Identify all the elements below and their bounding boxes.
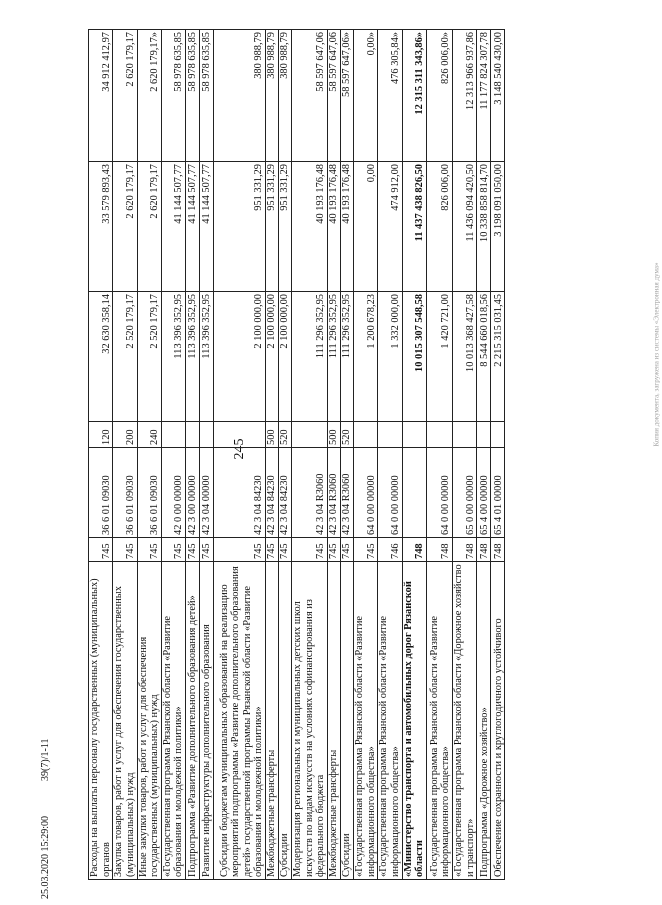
row-csr: 65 0 00 00000 — [452, 448, 476, 538]
table-row — [214, 30, 266, 880]
row-ved: 745 — [137, 538, 161, 562]
row-vr — [426, 422, 452, 448]
row-value-2021: 474 912,00 — [378, 162, 402, 292]
row-csr: 42 3 04 R3060 — [341, 448, 354, 538]
row-vr — [161, 422, 185, 448]
row-value-2021: 951 331,29 — [279, 162, 292, 292]
row-csr: 42 0 00 00000 — [161, 448, 185, 538]
row-vr — [491, 422, 505, 448]
row-value-2021: 40 193 176,48 — [292, 162, 328, 292]
row-csr: 42 3 04 84230 — [266, 448, 279, 538]
row-ved: 748 — [491, 538, 505, 562]
table-row — [113, 30, 137, 880]
row-value-2021: 41 144 507,77 — [161, 162, 185, 292]
row-name: Расходы на выплаты персоналу государственных (муниципальных) органов — [89, 562, 113, 880]
row-csr: 64 0 00 00000 — [378, 448, 402, 538]
row-vr: 120 — [89, 422, 113, 448]
row-csr: 36 6 01 09030 — [137, 448, 161, 538]
row-value-2020: 2 100 000,00 — [279, 292, 292, 422]
row-value-2021: 826 006,00 — [426, 162, 452, 292]
row-value-2022: 380 988,79 — [266, 30, 279, 162]
row-value-2022: 476 305,84» — [378, 30, 402, 162]
row-vr — [402, 422, 426, 448]
row-ved: 748 — [426, 538, 452, 562]
row-value-2022: 11 177 824 307,78 — [477, 30, 491, 162]
row-ved: 746 — [378, 538, 402, 562]
table-row — [354, 30, 378, 880]
row-ved: 748 — [402, 538, 426, 562]
row-value-2020: 113 396 352,95 — [161, 292, 185, 422]
row-value-2021: 3 198 091 050,00 — [491, 162, 505, 292]
footer-doc-code: 39(7)/1-11 — [40, 738, 51, 781]
table-row — [137, 30, 161, 880]
row-vr — [378, 422, 402, 448]
table-row — [491, 30, 505, 880]
row-value-2022: 58 978 635,85 — [200, 30, 214, 162]
row-value-2020: 10 015 307 548,58 — [402, 292, 426, 422]
row-name: Субсидии — [341, 562, 354, 880]
row-name: Межбюджетные трансферты — [266, 562, 279, 880]
row-value-2020: 113 396 352,95 — [186, 292, 200, 422]
row-csr: 36 6 01 09030 — [113, 448, 137, 538]
row-value-2022: 58 597 647,06» — [341, 30, 354, 162]
row-name: Подпрограмма «Развитие дополнительного образования детей» — [186, 562, 200, 880]
row-csr: 36 6 01 09030 — [89, 448, 113, 538]
row-value-2020: 2 215 315 031,45 — [491, 292, 505, 422]
row-ved: 745 — [161, 538, 185, 562]
row-name: Обеспечение сохранности и круглогодичного устойчивого — [491, 562, 505, 880]
row-ved: 745 — [292, 538, 328, 562]
table-row — [452, 30, 476, 880]
footer-timestamp: 25.03.2020 15:29:00 — [40, 815, 51, 899]
table-row — [161, 30, 185, 880]
table-row — [266, 30, 279, 880]
table-row — [341, 30, 354, 880]
row-value-2020: 8 544 660 018,56 — [477, 292, 491, 422]
table-row — [378, 30, 402, 880]
row-name: Субсидии бюджетам муниципальных образований на реализацию мероприятий подпрограммы «Развитие дополнительного образования детей» государственной программы Рязанской области «Развитие образования и молодежной политики» — [214, 562, 266, 880]
stamp: Копия документа, загружена из системы «Электронная дума» — [652, 262, 661, 447]
table-row — [328, 30, 341, 880]
row-csr: 42 3 04 84230 — [214, 448, 266, 538]
table-row — [477, 30, 491, 880]
row-name: Закупка товаров, работ и услуг для обеспечения государственных (муниципальных) нужд — [113, 562, 137, 880]
row-ved: 745 — [113, 538, 137, 562]
row-vr: 500 — [328, 422, 341, 448]
row-name: «Государственная программа Рязанской области «Дорожное хозяйство и транспорт» — [452, 562, 476, 880]
row-value-2022: 58 597 647,06 — [328, 30, 341, 162]
row-vr — [477, 422, 491, 448]
row-name: Модернизация региональных и муниципальных детских школ искусств по видам искусств на условиях софинансирования из федерального бюджета — [292, 562, 328, 880]
row-value-2021: 11 436 094 420,50 — [452, 162, 476, 292]
table-row — [186, 30, 200, 880]
row-value-2020: 1 332 000,00 — [378, 292, 402, 422]
row-csr: 65 4 00 00000 — [477, 448, 491, 538]
row-value-2020: 111 296 352,95 — [341, 292, 354, 422]
row-csr: 64 0 00 00000 — [426, 448, 452, 538]
row-vr — [200, 422, 214, 448]
row-vr — [186, 422, 200, 448]
row-value-2022: 380 988,79 — [279, 30, 292, 162]
row-vr: 240 — [137, 422, 161, 448]
row-vr: 500 — [266, 422, 279, 448]
row-value-2020: 10 013 368 427,58 — [452, 292, 476, 422]
row-name: Подпрограмма «Дорожное хозяйство» — [477, 562, 491, 880]
row-vr — [452, 422, 476, 448]
row-ved: 745 — [200, 538, 214, 562]
row-csr: 65 4 01 00000 — [491, 448, 505, 538]
row-value-2020: 2 100 000,00 — [266, 292, 279, 422]
row-value-2021: 41 144 507,77 — [186, 162, 200, 292]
row-csr: 42 3 04 R3060 — [328, 448, 341, 538]
row-value-2021: 40 193 176,48 — [341, 162, 354, 292]
row-value-2020: 1 420 721,00 — [426, 292, 452, 422]
row-value-2020: 111 296 352,95 — [328, 292, 341, 422]
table-row — [89, 30, 113, 880]
budget-table — [88, 29, 505, 880]
row-value-2021: 0,00 — [354, 162, 378, 292]
row-name: «Государственная программа Рязанской области «Развитие информационного общества» — [426, 562, 452, 880]
row-ved: 745 — [89, 538, 113, 562]
row-name: «Государственная программа Рязанской области «Развитие образования и молодежной политики» — [161, 562, 185, 880]
row-name: Развитие инфраструктуры дополнительного образования — [200, 562, 214, 880]
row-value-2021: 10 338 858 814,70 — [477, 162, 491, 292]
row-ved: 745 — [341, 538, 354, 562]
row-value-2020: 113 396 352,95 — [200, 292, 214, 422]
row-value-2022: 34 912 412,97 — [89, 30, 113, 162]
budget-table-rotated — [88, 30, 628, 880]
row-value-2020: 111 296 352,95 — [292, 292, 328, 422]
table-row — [426, 30, 452, 880]
row-vr — [214, 422, 266, 448]
row-value-2021: 2 620 179,17 — [113, 162, 137, 292]
row-value-2020: 2 520 179,17 — [113, 292, 137, 422]
row-name: «Государственная программа Рязанской области «Развитие информационного общества» — [378, 562, 402, 880]
row-value-2022: 3 148 540 430,00 — [491, 30, 505, 162]
row-value-2022: 2 620 179,17» — [137, 30, 161, 162]
table-body — [89, 30, 505, 880]
row-csr: 42 3 04 R3060 — [292, 448, 328, 538]
row-value-2021: 11 437 438 826,50 — [402, 162, 426, 292]
page-number: 245 — [232, 438, 247, 460]
row-value-2022: 58 597 647,06 — [292, 30, 328, 162]
row-vr — [292, 422, 328, 448]
row-vr: 200 — [113, 422, 137, 448]
row-value-2021: 41 144 507,77 — [200, 162, 214, 292]
row-ved: 748 — [452, 538, 476, 562]
row-value-2021: 33 579 893,43 — [89, 162, 113, 292]
row-name: Субсидии — [279, 562, 292, 880]
row-name: Иные закупки товаров, работ и услуг для обеспечения государственных (муниципальных) нужд — [137, 562, 161, 880]
row-vr — [354, 422, 378, 448]
row-value-2020: 1 200 678,23 — [354, 292, 378, 422]
table-row — [279, 30, 292, 880]
row-value-2022: 380 988,79 — [214, 30, 266, 162]
row-csr: 64 0 00 00000 — [354, 448, 378, 538]
row-value-2021: 951 331,29 — [266, 162, 279, 292]
row-ved: 745 — [266, 538, 279, 562]
row-ved: 745 — [186, 538, 200, 562]
row-value-2022: 12 315 311 343,86» — [402, 30, 426, 162]
row-value-2021: 40 193 176,48 — [328, 162, 341, 292]
table-row — [402, 30, 426, 880]
row-name: «Министерство транспорта и автомобильных дорог Рязанской области — [402, 562, 426, 880]
row-value-2022: 826 006,00» — [426, 30, 452, 162]
row-ved: 745 — [279, 538, 292, 562]
row-value-2022: 58 978 635,85 — [161, 30, 185, 162]
row-csr — [402, 448, 426, 538]
row-value-2022: 0,00» — [354, 30, 378, 162]
row-ved: 748 — [477, 538, 491, 562]
row-value-2020: 2 100 000,00 — [214, 292, 266, 422]
row-ved: 745 — [328, 538, 341, 562]
row-csr: 42 3 04 84230 — [279, 448, 292, 538]
row-vr: 520 — [279, 422, 292, 448]
row-ved: 745 — [354, 538, 378, 562]
row-csr: 42 3 00 00000 — [186, 448, 200, 538]
row-value-2021: 951 331,29 — [214, 162, 266, 292]
row-value-2020: 32 630 358,14 — [89, 292, 113, 422]
table-row — [200, 30, 214, 880]
row-name: «Государственная программа Рязанской области «Развитие информационного общества» — [354, 562, 378, 880]
row-name: Межбюджетные трансферты — [328, 562, 341, 880]
row-value-2020: 2 520 179,17 — [137, 292, 161, 422]
row-csr: 42 3 04 00000 — [200, 448, 214, 538]
table-row — [292, 30, 328, 880]
row-value-2021: 2 620 179,17 — [137, 162, 161, 292]
row-value-2022: 2 620 179,17 — [113, 30, 137, 162]
row-value-2022: 12 313 966 937,86 — [452, 30, 476, 162]
row-ved: 745 — [214, 538, 266, 562]
row-vr: 520 — [341, 422, 354, 448]
row-value-2022: 58 978 635,85 — [186, 30, 200, 162]
